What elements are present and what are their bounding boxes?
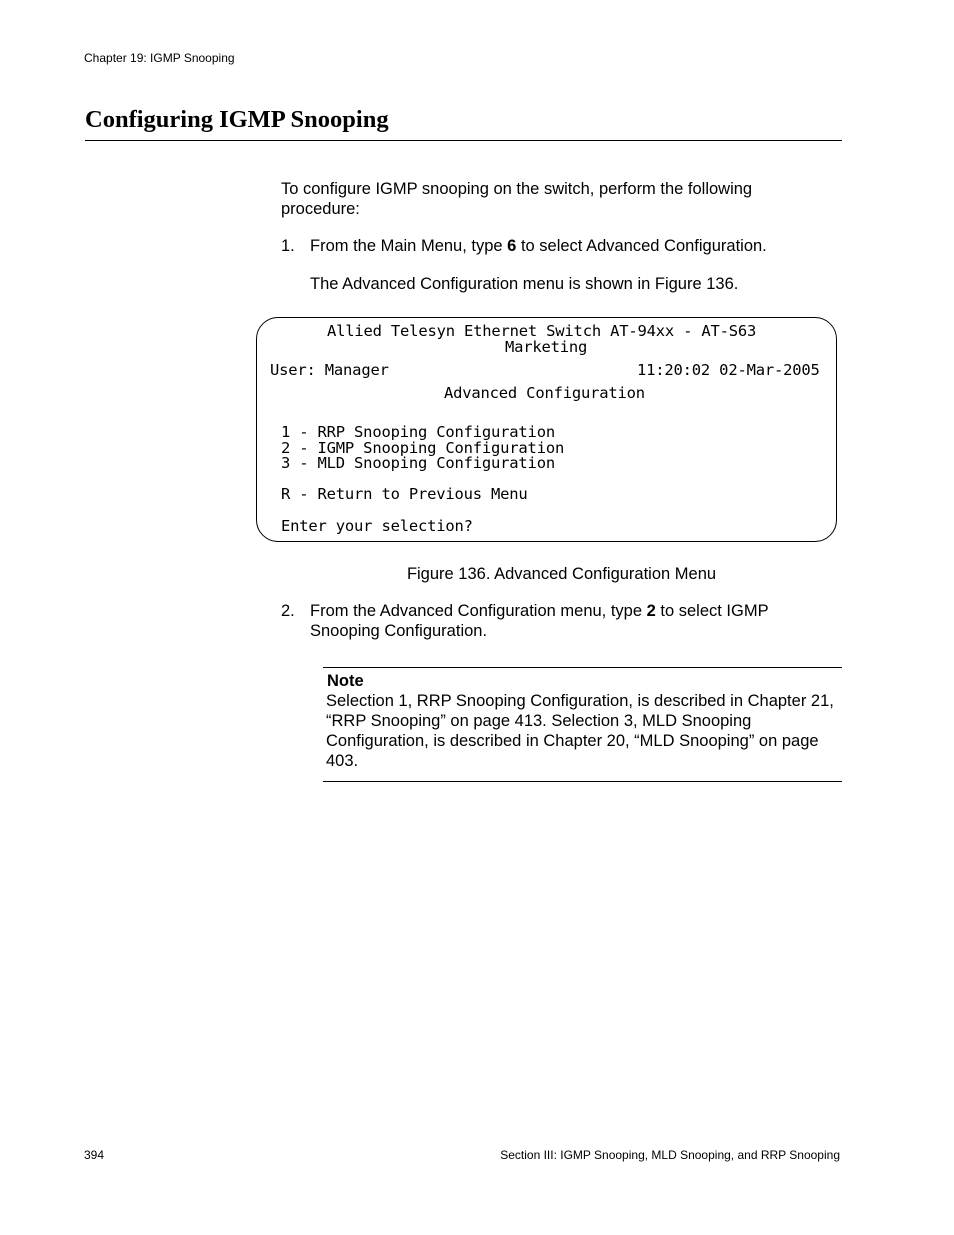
step-1-pre: From the Main Menu, type xyxy=(310,237,508,255)
note-text: Selection 1, RRP Snooping Configuration, is described in Chapter 21, “RRP Snooping” on page 413. Selection 3, MLD Snooping Configuration, is described in Chapter 20, “MLD Snooping” on page 403. xyxy=(326,692,834,770)
note-label: Note xyxy=(327,672,364,690)
step-2-key: 2 xyxy=(646,602,656,620)
menu-item-rrp: 1 - RRP Snooping Configuration xyxy=(281,423,555,441)
step-1-post: to select Advanced Configuration. xyxy=(516,237,767,255)
step-1-key: 6 xyxy=(507,237,517,255)
intro-paragraph: To configure IGMP snooping on the switch, perform the following procedure: xyxy=(281,180,753,218)
running-footer: Section III: IGMP Snooping, MLD Snooping, and RRP Snooping xyxy=(500,1148,840,1162)
menu-item-mld: 3 - MLD Snooping Configuration xyxy=(281,454,555,472)
terminal-menu-title: Advanced Configuration xyxy=(444,384,645,402)
step-2-pre: From the Advanced Configuration menu, type xyxy=(310,602,647,620)
terminal-user: User: Manager xyxy=(270,361,389,379)
terminal-banner: Allied Telesyn Ethernet Switch AT-94xx - AT-S63 xyxy=(327,322,757,340)
running-header: Chapter 19: IGMP Snooping xyxy=(84,51,235,65)
step-2-post: to select IGMP Snooping Configuration. xyxy=(310,602,769,640)
step-1-number: 1. xyxy=(281,237,295,255)
title-rule xyxy=(85,140,842,141)
section-title: Configuring IGMP Snooping xyxy=(85,106,389,133)
terminal-system-name: Marketing xyxy=(505,338,588,356)
menu-item-igmp: 2 - IGMP Snooping Configuration xyxy=(281,439,565,457)
step-1-text xyxy=(310,236,830,256)
page-number: 394 xyxy=(84,1148,105,1162)
step-1-subtext: The Advanced Configuration menu is shown in Figure 136. xyxy=(310,275,739,293)
note-bottom-rule xyxy=(323,781,842,782)
step-2-text xyxy=(310,601,830,641)
step-2-number: 2. xyxy=(281,602,295,620)
note-top-rule xyxy=(323,667,842,668)
figure-caption: Figure 136. Advanced Configuration Menu xyxy=(406,565,717,583)
menu-item-return: R - Return to Previous Menu xyxy=(281,485,528,503)
terminal-prompt: Enter your selection? xyxy=(281,517,473,535)
terminal-datetime: 11:20:02 02-Mar-2005 xyxy=(637,361,820,379)
